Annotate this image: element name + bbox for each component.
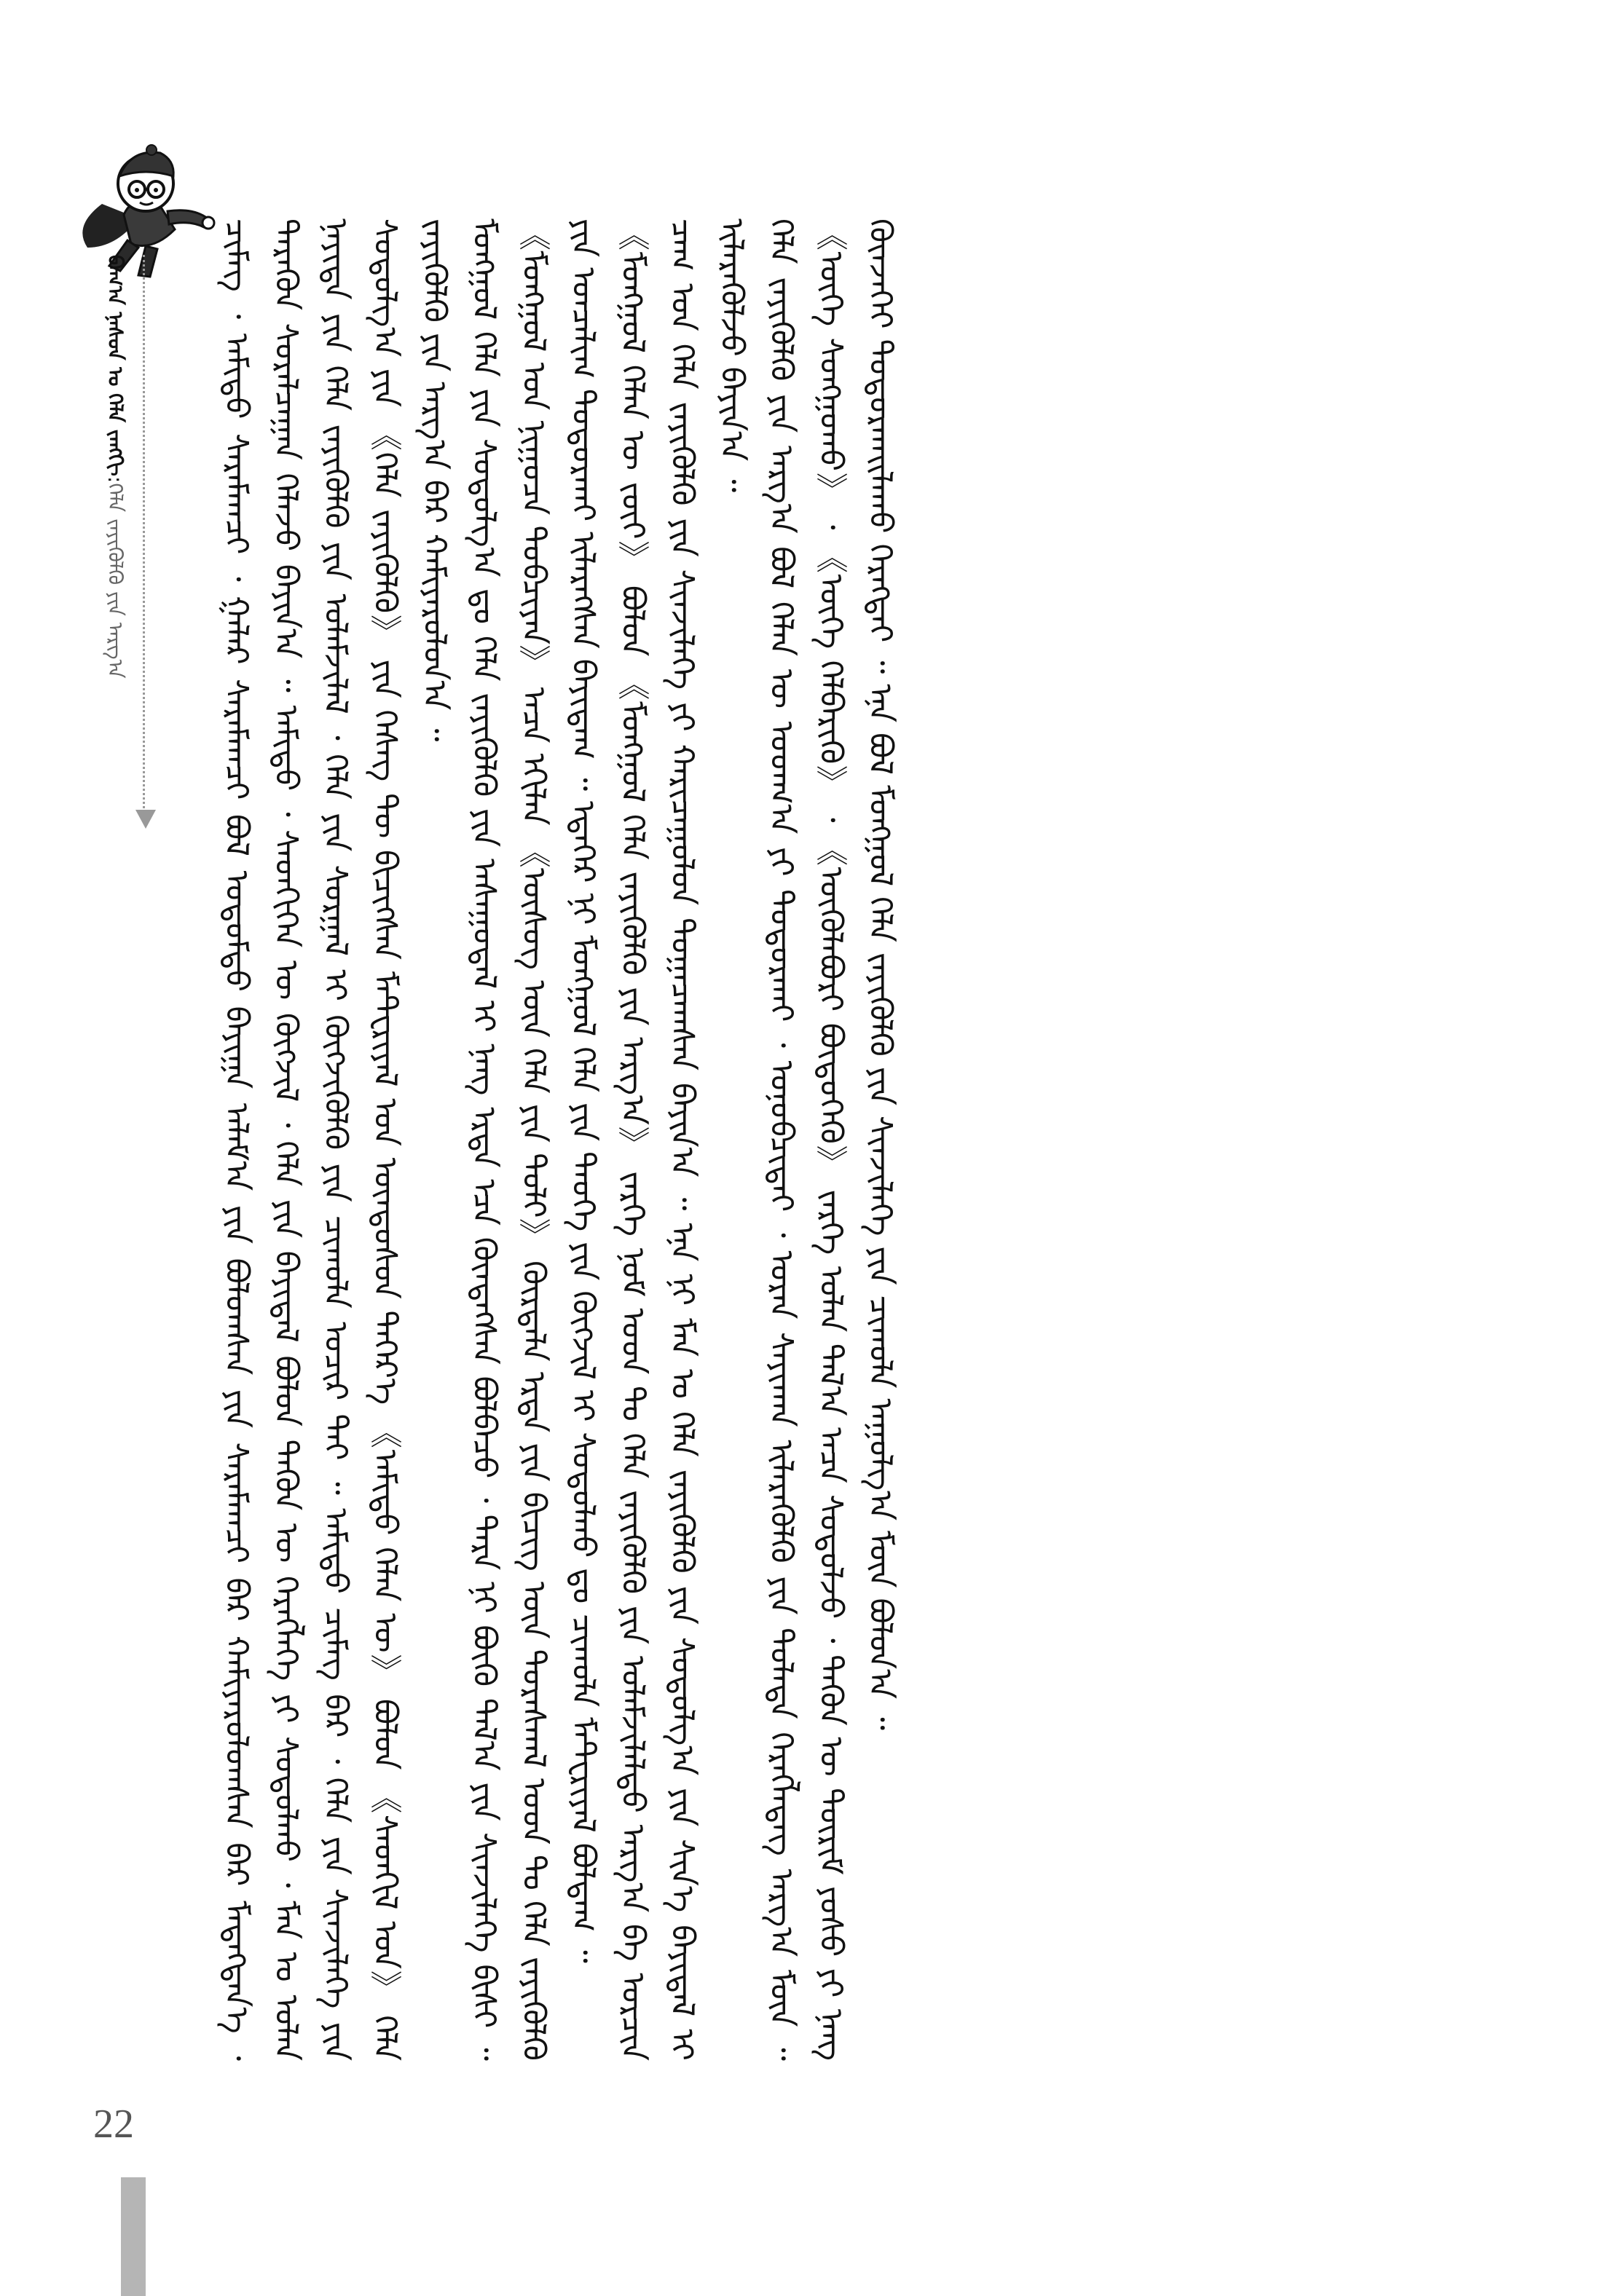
book-title: ᠪᠠᠭ᠎ᠠ ᠨᠠᠰᠤᠨ ᠤ ᠬᠡᠯᠡ ᠵᠠᠩᠬᠢ [103, 255, 127, 476]
header-dotted-rule [143, 255, 148, 808]
header-arrow-icon [135, 810, 156, 829]
running-header [93, 255, 137, 837]
paragraph-3: 《ᠮᠣᠩᠭᠣᠯ ᠬᠡᠯᠡᠨ ᠦ ᠵᠦᠢ》 ᠪᠣᠯᠤᠨ 《ᠮᠣᠩᠭᠣᠯ ᠬᠡᠯᠡ ᠵᠡᠶᠢᠭᠦᠯᠬᠦ ᠶᠢᠨ ᠠᠷᠭ᠎ᠠ》 ᠵᠡᠷᠭᠡ ᠨᠣᠮ ᠤᠳ ᠲᠤ ᠬᠡᠯᠡ ᠵᠡᠶᠢᠭᠦᠯᠬᠦ ᠶᠢᠨ ᠤᠯᠠᠮᠵᠢᠯᠠᠯᠲᠤ ᠠᠷᠭ᠎ᠠ ᠪᠠ ᠣᠷᠴᠢᠨ ᠴᠠᠭ ᠤᠨ ᠬᠡᠯᠡ ᠵᠡᠶᠢᠭᠦᠯᠬᠦ ᠶᠢᠨ ᠰᠢᠨᠵᠢᠯᠡᠭᠡ ᠶᠢ ᠬᠠᠷᠢᠴᠠᠭᠤᠯᠤᠨ ᠲᠣᠭᠠᠴᠠᠭᠰᠠᠨ ᠪᠠᠶᠢᠨ᠎ᠠ ᠃ ᠡᠨᠡ ᠨᠢ ᠮᠠᠨ ᠤ ᠬᠡᠯᠡ ᠵᠡᠶᠢᠭᠦᠯᠬᠦ ᠶᠢᠨ ᠰᠤᠳᠤᠯᠭ᠎ᠠ ᠶᠢᠨ ᠰᠢᠨ᠎ᠡ ᠪᠠᠶᠢᠳᠠᠯ ᠢ ᠢᠯᠡᠷᠡᠭᠦᠯᠵᠦ ᠪᠠᠶᠢᠨ᠎ᠠ ᠃ [614, 218, 750, 2061]
paragraph-2: ᠮᠣᠩᠭᠣᠯ ᠬᠡᠯᠡ ᠶᠢᠨ ᠰᠤᠳᠤᠯᠭ᠎ᠠ ᠳᠤ ᠬᠡᠯᠡ ᠵᠡᠶᠢᠭᠦᠯᠬᠦ ᠶᠢᠨ ᠠᠰᠠᠭᠤᠳᠠᠯ ᠢ ᠨᠡᠩ ᠡᠷᠲᠡ ᠡᠴᠡ ᠬᠥᠨᠳᠡᠭᠰᠡᠨ ᠪᠣᠯᠪᠠᠴᠤ ᠂ ᠲᠡᠷᠡ ᠨᠢ ᠪᠦᠬᠦ ᠲᠠᠯ᠎ᠠ ᠶᠢᠨ ᠰᠢᠨᠵᠢᠯᠡᠭᠡ ᠪᠢᠰᠢ ᠃ 《ᠮᠣᠩᠭᠣᠯ ᠤᠨ ᠨᠢᠭᠤᠴᠠ ᠲᠣᠪᠴᠢᠶᠠᠨ》 ᠠᠴᠠ ᠡᠬᠢᠯᠡᠨ 《ᠦᠰᠦᠭ ᠦᠨ ᠬᠡᠯᠡ ᠶᠢᠨ ᠲᠣᠯᠢ》 ᠬᠦᠷᠲᠡᠯᠡ ᠡᠷᠲᠡ ᠶᠢᠨ ᠪᠢᠴᠢᠭ ᠦᠨ ᠳᠤᠷᠠᠰᠬᠠᠯ ᠤᠳ ᠲᠤ ᠬᠡᠯᠡ ᠵᠡᠶᠢᠭᠦᠯᠬᠦ ᠶᠢᠨ ᠣᠨᠴᠠᠯᠢᠭ ᠲᠣᠳᠣᠷᠬᠠᠢ ᠢᠯᠡᠷᠡᠭᠰᠡᠨ ᠪᠠᠶᠢᠳᠠᠭ ᠃ ᠡᠳᠡᠭᠡᠷ ᠨᠢ ᠮᠣᠩᠭᠣᠯ ᠬᠡᠯᠡ ᠶᠢᠨ ᠲᠡᠦᠬᠡ ᠶᠢᠨ ᠬᠥᠭᠵᠢᠯ ᠢ ᠰᠤᠳᠤᠯᠬᠤ ᠳᠤ ᠴᠢᠬᠤᠯᠠ ᠮᠠᠲ᠋ᠸᠷᠢᠶᠠᠯ ᠪᠣᠯᠳᠠᠭ ᠃ [465, 218, 602, 2061]
mascot-illustration [58, 138, 226, 284]
page-edge-tab [121, 2177, 146, 2296]
header-separator: : [103, 476, 127, 484]
chapter-title: ᠬᠡᠯᠡ ᠵᠡᠶᠢᠭᠦᠯᠬᠦ ᠶᠢᠨ ᠠᠷᠭ᠎ᠠ [103, 483, 127, 679]
paragraph-4: ᠬᠡᠯᠡ ᠵᠡᠶᠢᠭᠦᠯᠬᠦ ᠶᠢᠨ ᠠᠷᠭ᠎ᠠ ᠪᠣᠯ ᠬᠡᠯᠡᠨ ᠦ ᠤᠳᠬ᠎ᠠ ᠶᠢ ᠲᠣᠳᠣᠷᠬᠠᠢ ᠂ ᠣᠨᠣᠪᠴᠢᠲᠠᠢ ᠂ ᠤᠷᠠᠨ ᠰᠠᠶᠢᠬᠠᠨ ᠢᠯᠡᠷᠡᠭᠦᠯᠬᠦ ᠶᠢᠨ ᠲᠤᠯᠠᠳᠠ ᠬᠡᠷᠡᠭᠯᠡᠳᠡᠭ ᠠᠷᠭ᠎ᠠ ᠮᠥᠨ ᠃ 《ᠦᠭᠡ ᠰᠣᠩᠭᠣᠬᠤ》 ᠂ 《ᠦᠭᠡ ᠬᠡᠯᠪᠡᠷᠢᠬᠦ》 ᠂ 《ᠦᠭᠦᠯᠡᠪᠦᠷᠢ ᠪᠦᠲᠦᠭᠡᠬᠦ》 ᠵᠡᠷᠭᠡ ᠣᠯᠠᠨ ᠲᠠᠯ᠎ᠠ ᠠᠴᠠ ᠰᠤᠳᠤᠯᠵᠤ ᠂ ᠲᠡᠭᠦᠨ ᠦ ᠳᠦᠷᠢᠮ ᠶᠣᠰᠣ ᠶᠢ ᠨᠡᠩ ᠭᠦᠨᠵᠡᠭᠡᠢ ᠲᠣᠳᠣᠷᠬᠠᠢᠯᠠᠬᠤ ᠬᠡᠷᠡᠭᠲᠡᠢ ᠃ ᠡᠨᠡ ᠪᠣᠯ ᠮᠣᠩᠭᠣᠯ ᠬᠡᠯᠡ ᠵᠡᠶᠢᠭᠦᠯᠬᠦ ᠶᠢᠨ ᠰᠢᠨᠵᠢᠯᠡᠭᠡ ᠶᠢᠨ ᠴᠢᠬᠤᠯᠠ ᠠᠭᠤᠯᠭ᠎ᠠ ᠮᠥᠨ ᠪᠣᠯᠤᠨ᠎ᠠ ᠃ [763, 218, 899, 2062]
page-number: 22 [93, 2102, 134, 2147]
paragraph-1: ᠴᠢᠮᠡᠭ᠌ ᠂ ᠠᠮᠢᠳᠤ ᠰᠠᠷᠠᠮᠠᠭᠴᠢ ᠂ ᠭᠠᠯᠠᠷ ᠰᠠᠷᠠᠮᠠᠭᠴᠢ ᠪᠣᠯ ᠣᠳᠣᠮᠲᠤ ᠪᠠᠶᠢᠭᠠ ᠠᠯᠠᠮ᠎ᠠ ᠶᠢᠨ ᠪᠣᠯᠤᠭᠰᠠᠨ ᠶᠢᠨ ᠰᠠᠷᠠᠮᠠᠭᠴᠢ ᠪᠠᠷ ᠬᠠᠮᠢᠶᠠᠷᠤᠯᠤᠭᠰᠠᠨ ᠪᠡᠷ ᠮᠡᠳᠡᠭᠳᠡᠨ᠎ᠡ ᠂ ᠲᠡᠷᠡᠭᠦᠨ ᠰᠤᠷᠠᠯᠴᠠᠭᠠᠨ ᠬᠡᠯᠡᠵᠦ ᠪᠠᠶᠢᠨ᠎ᠠ ᠃ ᠠᠮᠢᠳᠤ ᠂ ᠰᠡᠳᠬᠢᠭᠡᠨ ᠦ ᠬᠥᠭᠵᠢᠯ ᠂ ᠬᠡᠯᠡ ᠶᠢᠨ ᠪᠠᠶᠢᠳᠠᠯ ᠪᠣᠯᠤᠨ ᠲᠡᠭᠦᠨ ᠦ ᠬᠡᠷᠡᠭᠯᠡᠭᠡ ᠶᠢ ᠰᠤᠳᠤᠯᠬᠤ ᠂ ᠮᠠᠨ ᠤ ᠣᠯᠠᠨ ᠨᠡᠶᠢᠲᠡ ᠶᠢᠨ ᠬᠡᠯᠡ ᠵᠡᠶᠢᠭᠦᠯᠬᠦ ᠶᠢᠨ ᠤᠯᠠᠮᠵᠢᠯᠠᠯ ᠂ ᠬᠡᠯᠡ ᠶᠢᠨ ᠰᠤᠷᠭᠠᠯ ᠢ ᠬᠥᠭᠵᠢᠭᠦᠯᠬᠦ ᠶᠢᠨ ᠴᠢᠬᠤᠯᠠ ᠤᠴᠢᠷ ᠲᠠᠢ ᠃ ᠠᠮᠢᠳᠤ ᠴᠢᠮᠡᠭ᠌ ᠪᠠᠷ ᠂ ᠬᠡᠯᠡ ᠶᠢᠨ ᠰᠢᠨᠵᠢᠯᠡᠭᠡ ᠶᠢᠨ ᠰᠤᠳᠤᠯᠭ᠎ᠠ ᠶᠢᠨ 《ᠬᠡᠯᠡ ᠵᠡᠶᠢᠭᠦᠯᠬᠦ》 ᠶᠢᠨ ᠬᠡᠰᠡᠭ ᠲᠦ ᠪᠢᠴᠢᠭᠰᠡᠨ ᠮᠠᠲ᠋ᠸᠷᠢᠶᠠᠯ ᠤᠨ ᠦᠨᠳᠦᠰᠦᠨ ᠳᠡᠭᠡᠷ᠎ᠡ 《ᠠᠮᠢᠳᠤ ᠬᠡᠯᠡᠨ ᠦ》 ᠪᠣᠯᠤᠨ 《ᠰᠡᠳᠬᠢᠯ ᠤᠨ》 ᠬᠡᠯᠡ ᠵᠡᠶᠢᠭᠦᠯᠬᠦ ᠶᠢᠨ ᠠᠷᠭ᠎ᠠ ᠪᠡᠷ ᠬᠠᠮᠢᠶᠠᠷᠤᠯᠤᠨ᠎ᠠ ᠃ [218, 218, 453, 2061]
body-text [211, 218, 1406, 2061]
